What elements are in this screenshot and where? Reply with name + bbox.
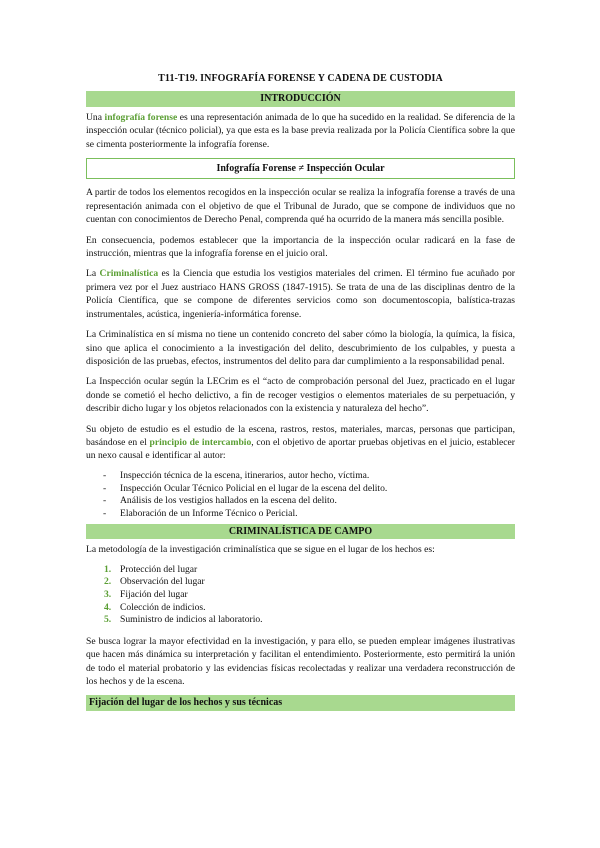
list-item: 1. Protección del lugar xyxy=(104,563,198,575)
campo-paragraph-1: La metodología de la investigación criminalística que se sigue en el lugar de los hechos es: xyxy=(86,544,435,556)
list-item: 5. Suministro de indicios al laboratorio. xyxy=(104,614,263,626)
subheading-infografia-vs-inspeccion: Infografía Forense ≠ Inspección Ocular xyxy=(86,158,515,179)
section-heading-fijacion: Fijación del lugar de los hechos y sus técnicas xyxy=(86,695,515,710)
list-item: 3. Fijación del lugar xyxy=(104,588,188,600)
document-content xyxy=(86,72,515,715)
section-heading-introduccion: INTRODUCCIÓN xyxy=(86,91,515,106)
methodology-steps-list xyxy=(86,564,515,627)
intro-paragraph-5: La Criminalística en sí misma no tiene un contenido concreto del saber cómo la biología, la química, la física, sino que aplica el conocimiento a la investigación del delito, descubrimiento de los culpables, y puesta a disposición de las pruebas, efectos, instrumentos del delito para dar cumplimiento a la responsabilidad penal. xyxy=(86,329,515,367)
list-item: - Inspección Ocular Técnico Policial en el lugar de la escena del delito. xyxy=(103,482,388,494)
list-item: 4. Colección de indicios. xyxy=(104,601,206,613)
list-item: - Análisis de los vestigios hallados en la escena del delito. xyxy=(103,495,337,507)
objectives-list xyxy=(86,470,515,521)
section-heading-criminalistica-de-campo: CRIMINALÍSTICA DE CAMPO xyxy=(86,524,515,539)
page-title: T11-T19. INFOGRAFÍA FORENSE Y CADENA DE CUSTODIA xyxy=(158,73,443,84)
term-infografia-forense: infografía forense xyxy=(104,111,178,123)
intro-paragraph-6: La Inspección ocular según la LECrim es el “acto de comprobación personal del Juez, practicado en el lugar donde se cometió el hecho delictivo, a fin de recoger vestigios o elementos materiales de su perpetuación, y describir dicho lugar y los objetos relacionados con la existencia y naturaleza del hecho”. xyxy=(86,376,515,415)
list-item: - Elaboración de un Informe Técnico o Pericial. xyxy=(103,508,298,520)
list-item: - Inspección técnica de la escena, itinerarios, autor hecho, víctima. xyxy=(103,469,370,481)
intro-paragraph-2: A partir de todos los elementos recogidos en la inspección ocular se realiza la infografía forense a través de una representación animada con el objetivo de que el Tribunal de Jurado, que se compone de individuos que no cuentan con conocimientos de Derecho Penal, comprenda qué ha ocurrido de la manera más sencilla posible. xyxy=(86,187,515,226)
intro-paragraph-3: En consecuencia, podemos establecer que la importancia de la inspección ocular radicará en la fase de instrucción, mientras que la infografía forense en el juicio oral. xyxy=(86,234,515,260)
intro-paragraph-1: Una infografía forense es una representación animada de lo que ha sucedido en la realidad. Se diferencia de la inspección ocular (técnico policial), ya que esta es la base previa realizada por la Policía Científica sobre la que se cimenta posteriormente la infografía forense. xyxy=(86,111,515,150)
intro-paragraph-4: La Criminalística es la Ciencia que estudia los vestigios materiales del crimen. El término fue acuñado por primera vez por el Juez austriaco HANS GROSS (1847-1915). Se trata de una de las disciplinas dentro de la Policía Científica, que se compone de diferentes servicios como son documentoscopia, balística-trazas instrumentales, acústica, ingeniería-informática forense. xyxy=(86,268,515,320)
intro-paragraph-7: Su objeto de estudio es el estudio de la escena, rastros, restos, materiales, marcas, personas que participan, basándose en el principio de intercambio, con el objetivo de aportar pruebas objetivas en el juicio, establecer un nexo causal e identificar al autor: xyxy=(86,423,516,462)
list-item: 2. Observación del lugar xyxy=(104,576,205,588)
term-criminalistica: Criminalística xyxy=(99,268,159,280)
campo-paragraph-2: Se busca lograr la mayor efectividad en la investigación, y para ello, se pueden emplear imágenes ilustrativas que hacen más dinámica su interpretación y facilitan el entendimiento. Posteriormente, esto permitirá la unión de todo el material probatorio y las evidencias físicas recolectadas y realizar una verdadera reconstrucción de los hechos y de la escena. xyxy=(86,635,515,687)
term-principio-intercambio: principio de intercambio xyxy=(149,436,252,448)
